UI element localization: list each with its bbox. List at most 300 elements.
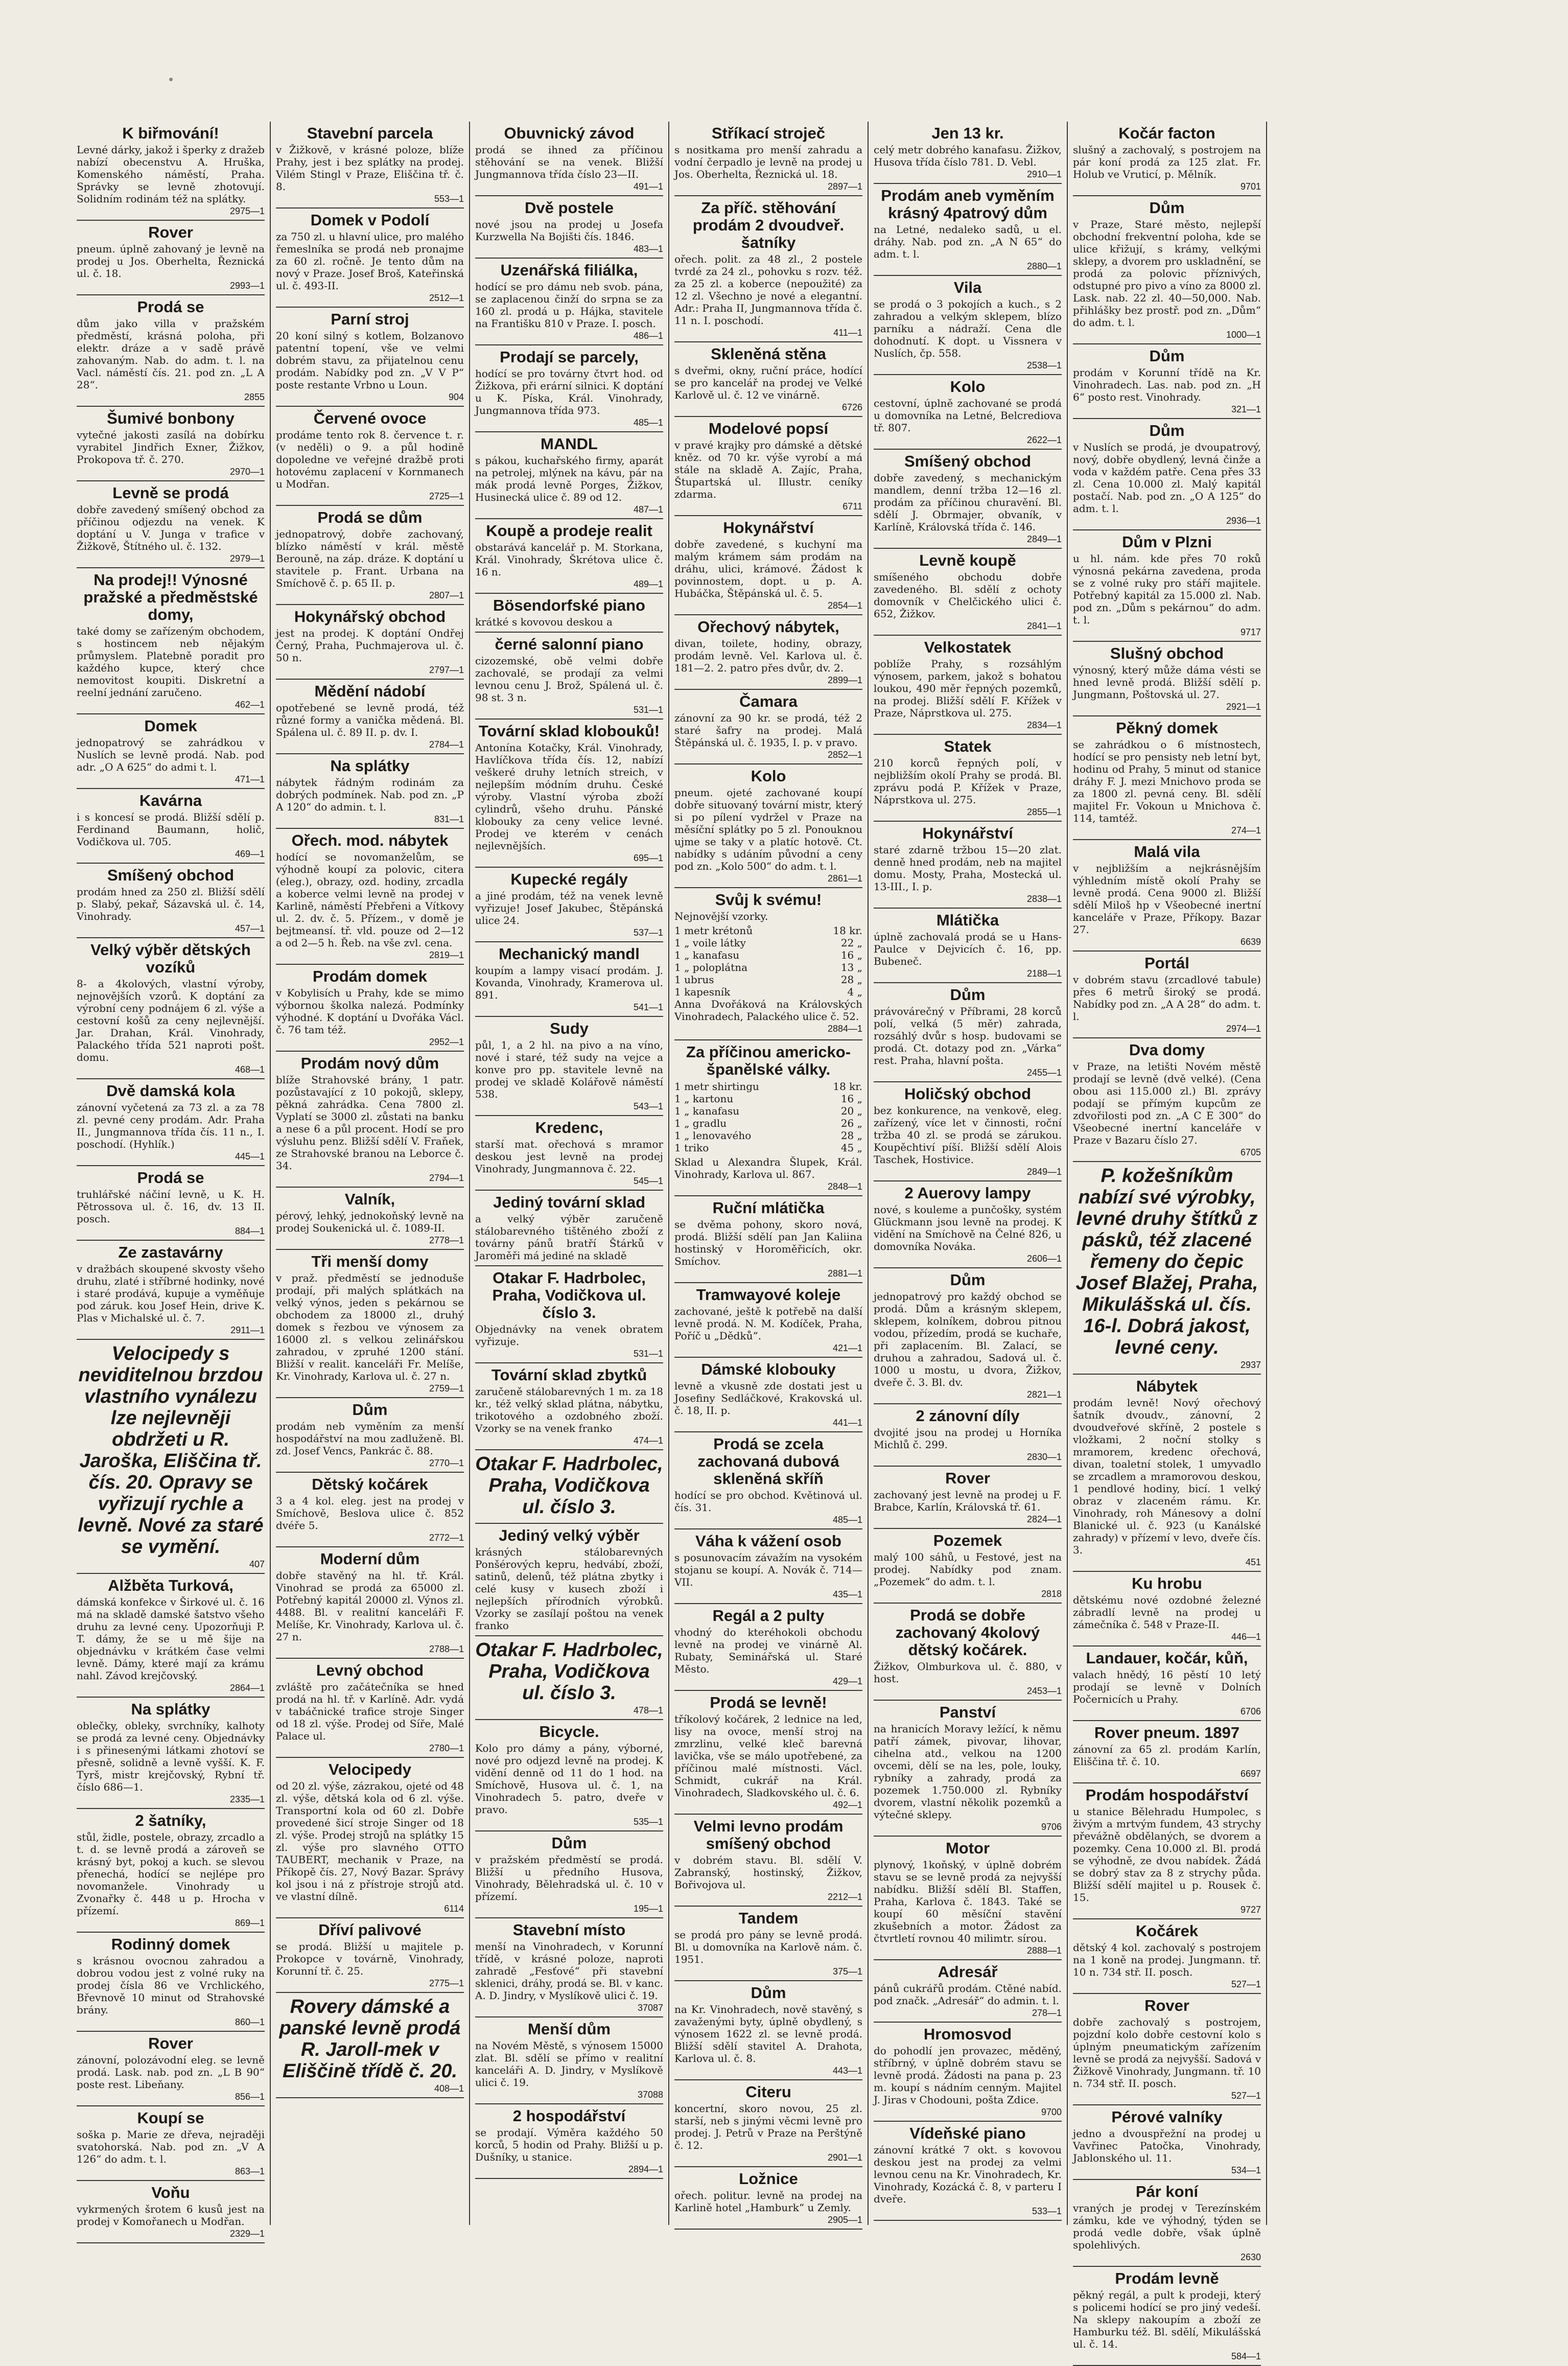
ad-reference-number: 2952—1 — [429, 1037, 464, 1047]
ad-text: v praž. předměstí se jednoduše prodají, při malých splátkách na velký výnos, jeden s pekárnou se obchodem za 18000 zl., druhý domek s řezbou ve výnosem za 16000 zl. s velkou zelinářskou zahradou, v zpruhé 1200 stání. Bližší v realit. kanceláři Fr. Melíše, Kr. Vinohrady, Karlova ul. č. 27 n. — [276, 1272, 464, 1382]
ad-text: truhlářské náčiní levně, u K. H. Pětrossova ul. č. 16, dv. 13 II. posch. — [77, 1188, 265, 1225]
ad-text: Sklad u Alexandra Šlupek, Král. Vinohrady, Karlova ul. 867. — [674, 1156, 862, 1180]
ad-title: Prodá se levně! — [710, 1694, 827, 1711]
classified-ad — [475, 1720, 663, 1831]
ad-text: prodám neb vyměním za menší hospodářství na mou zadluženě. Bl. zd. Josef Vencs, Pankrác č. 88. — [276, 1420, 464, 1457]
ad-title: Na splátky — [330, 757, 410, 775]
ad-title: Pozemek — [933, 1532, 1002, 1549]
classified-ad — [276, 965, 464, 1052]
ad-text: zachované, ještě k potřebě na další levně prodá. N. M. Kodíček, Praha, Poříč u „Dědků“. — [674, 1305, 862, 1342]
ad-title: Hokynářství — [723, 519, 814, 537]
ad-title: Rover — [148, 2034, 193, 2052]
ad-reference-number: 534—1 — [1231, 2165, 1261, 2175]
ad-title: Slušný obchod — [1110, 644, 1224, 662]
classified-ad — [674, 342, 862, 417]
classified-ad — [77, 407, 265, 481]
list-item-name: 1 metr krétonů — [674, 924, 753, 937]
ad-text: nové jsou na prodej u Josefa Kurzwella Na Bojišti čís. 1846. — [475, 218, 663, 243]
ad-reference-number: 2970—1 — [229, 467, 265, 477]
ad-reference-number: 695—1 — [633, 853, 663, 863]
classified-ad — [276, 1758, 464, 1918]
ad-reference-number: 2512—1 — [429, 293, 464, 303]
ad-reference-number: 2455—1 — [1026, 1068, 1062, 1078]
classified-ad — [475, 2017, 663, 2104]
classified-ad — [874, 1404, 1062, 1467]
classified-ad — [77, 1241, 265, 1340]
ad-text: levně a vkusně zde dostati jest u Josefiny Sedláčkové, Krakovská ul. č. 18, II. p. — [674, 1380, 862, 1417]
column-7 — [1267, 122, 1466, 2225]
ad-title: Tandem — [738, 1909, 799, 1927]
ad-reference-number: 2770—1 — [429, 1458, 464, 1468]
ad-reference-number: 2830—1 — [1026, 1452, 1062, 1462]
classified-ad — [674, 2167, 862, 2230]
column-5 — [869, 122, 1068, 2225]
ad-reference-number: 860—1 — [235, 2017, 265, 2027]
ad-text: pánů cukrářů prodám. Ctěné nabíd. pod značk. „Adresář“ do admin. t. l. — [874, 1982, 1062, 2007]
classified-ad — [276, 605, 464, 680]
classified-ad — [674, 1432, 862, 1529]
ad-text: prodá se ihned za příčinou stěhování se na venek. Bližší Jungmannova třída číslo 23—II. — [475, 144, 663, 180]
ad-title: Ořechový nábytek, — [697, 618, 839, 636]
classified-ad — [874, 822, 1062, 909]
ad-text: plynový, 1koňský, v úplně dobrém stavu se se levně prodá za nejvyšší nabídku. Bližší sdělí Bl. Staffen, Praha, Karlova č. 1843. Také se koupí 60 měsíční stavění zkušebních a motor. Žádost za čtvrtletí rovnou 40 milimtr. sírou. — [874, 1859, 1062, 1944]
classified-ad — [276, 680, 464, 754]
ad-text: starší mat. ořechová s mramor deskou jest levně na prodej Vinohrady, Jungmannova č. 22. — [475, 1138, 663, 1175]
ad-text: u stanice Bělehradu Humpolec, s živým a mrtvým fundem, 43 strychy převážně obdělaných, se dvorem a pozemky. Cena 10.000 zl. Bl. prodá se výhodně, ze dvou nabídek. Žádá se dobrý stav za 8 z strychy půda. Bližší sdělí majitel u p. Rousek č. 15. — [1073, 1805, 1261, 1904]
ad-title: Nábytek — [1136, 1377, 1198, 1395]
ad-title: Adresář — [938, 1963, 998, 1981]
ad-text: cestovní, úplně zachované se prodá u domovníka na Letné, Belcrediova tř. 807. — [874, 397, 1062, 434]
ad-title: Domek v Podolí — [310, 211, 430, 229]
ad-reference-number: 2975—1 — [229, 206, 265, 216]
ad-title: Dům — [352, 1401, 388, 1419]
ad-text: i s koncesí se prodá. Bližší sdělí p. Ferdinand Baumann, holič, Vodičkova ul. 705. — [77, 811, 265, 848]
list-item-price: 26 „ — [840, 1117, 862, 1129]
ad-text: zánovní, polozávodní eleg. se levně prodá. Lask. nab. pod zn. „L B 90“ poste rest. Libeňany. — [77, 2054, 265, 2091]
classified-ad — [674, 615, 862, 690]
ad-text: zaručeně stálobarevných 1 m. za 18 kr., též velký sklad plátna, nábytku, trikotového a ozdobného zboží. Vzorky se na venek franko — [475, 1385, 663, 1434]
ad-text: na Kr. Vinohradech, nově stavěný, s zavaženými byty, úplně obydlený, s výnosem 1622 zl. se levně prodá. Bližší sdělí stavitel A. Drahota, Karlova ul. č. 8. — [674, 2003, 862, 2065]
column-2 — [271, 122, 470, 2225]
classified-ad — [674, 1907, 862, 1981]
ad-reference-number: 195—1 — [633, 1904, 663, 1914]
ad-reference-number: 2848—1 — [827, 1181, 862, 1192]
ad-title: Dvě postele — [524, 199, 614, 217]
ad-title: Tři menší domy — [311, 1252, 429, 1270]
ad-text: v dobrém stavu (zrcadlové tabule) přes 6 metrů široký se prodá. Nabídky pod zn. „A A 28“ do adm. t. l. — [1073, 973, 1261, 1023]
ad-title: černé salonní piano — [495, 635, 644, 653]
ad-title: Dvě damská kola — [106, 1082, 235, 1100]
ad-reference-number: 884—1 — [235, 1226, 265, 1236]
classified-ad — [874, 1268, 1062, 1404]
ad-reference-number: 2993—1 — [229, 281, 265, 291]
classified-ad — [874, 1181, 1062, 1268]
ad-text: staré zdarně tržbou 15—20 zlat. denně hned prodám, neb na majitel domu. Mosty, Praha, Mostecká ul. 13-III., I. p. — [874, 844, 1062, 893]
classified-ad — [475, 196, 663, 259]
ad-text: se prodá o 3 pokojích a kuch., s 2 zahradou a velkým sklepem, blízo parníku a nádraží. Cena dle dohodnutí. K dopt. u Vissnera v Nuslích, čp. 558. — [874, 298, 1062, 359]
ad-reference-number: 2834—1 — [1026, 720, 1062, 730]
ad-reference-number: 2899—1 — [827, 675, 862, 685]
ad-title: Kredenc, — [535, 1119, 603, 1136]
ad-text: pneum. úplně zahovaný je levně na prodej u Jos. Oberhelta, Řeznická ul. č. 18. — [77, 243, 265, 280]
list-item-name: 1 triko — [674, 1142, 709, 1154]
list-item-price: 18 kr. — [833, 1080, 862, 1093]
ad-title: Mědění nádobí — [314, 682, 426, 700]
ad-title: Parní stroj — [331, 310, 409, 328]
ad-text: dobře zavedený smíšený obchod za příčinou odjezdu na venek. K doptání u V. Junga v trafice v Žižkově, Štítného ul. č. 132. — [77, 503, 265, 552]
ad-reference-number: 6711 — [842, 501, 862, 512]
ad-text: bez konkurence, na venkově, eleg. zařízený, více let v činnosti, roční tržba 40 zl. se prodá se zárukou. Koupěchtiví píší. Bližší sdělí Alois Taschek, Hostivice. — [874, 1104, 1062, 1166]
ad-reference-number: 2979—1 — [229, 553, 265, 564]
ad-text: pěkný regál, a pult k prodeji, který s policemi hodící se pro jiný vedeší. Na sklepy nakoupím a zboží ze Hamburku též. Bl. sdělí, Mikulášská ul. č. 14. — [1073, 2289, 1261, 2350]
ad-title: Na splátky — [131, 1700, 210, 1718]
column-1 — [72, 122, 271, 2239]
classified-ad — [874, 1837, 1062, 1960]
classified-ad — [77, 1079, 265, 1166]
ad-text: 8- a 4kolových, vlastní výroby, nejnovějších vzorů. K doptání za výrobní ceny podnájem 6 zl. výše a cestovní košů za ceny nejlevnější. Jar. Drahan, Král. Vinohrady, Palackého třída 521 naproti pošt. domu. — [77, 978, 265, 1063]
ad-text: opotřebené se levně prodá, též různé formy a vanička mědená. Bl. Spálena ul. č. 89 II. p. dv. I. — [276, 702, 464, 738]
ad-reference-number: 471—1 — [235, 774, 265, 784]
price-listing — [674, 924, 862, 1034]
classified-ad — [475, 1266, 663, 1363]
classified-ad — [276, 208, 464, 308]
ad-reference-number: 2855—1 — [1026, 807, 1062, 817]
ad-text: od 20 zl. výše, zázrakou, ojeté od 48 zl. výše, dětská kola od 6 zl. výše. Transportní kola od 60 zl. Dobře provedené šicí stroje Singer od 18 zl. výše. Prodej strojů na splátky 15 zl. výše pro slavného OTTO TAUBERT, mechanik v Praze, na Příkopě čís. 27, Nový Bazar. Správy kol jsou i ná z přístroje strojů atd. ve vlastní dílně. — [276, 1780, 464, 1903]
ad-text: v pravé krajky pro dámské a dětské kněz. od 70 kr. výše vyrobí a má stále na skladě A. Zajíc, Praha, Štupartská ul. Illustr. ceníky zdarma. — [674, 439, 862, 500]
classified-ad — [674, 1040, 862, 1196]
ad-title: Kočárek — [1135, 1922, 1199, 1940]
ad-text: Kolo pro dámy a pány, výborné, nové pro odjezd levně na prodej. K vidění denně od 11 do 1 hod. na Smíchově, Husova ul. č. 1, na Vinohradech 5. patro, dveře v pravo. — [475, 1742, 663, 1816]
ad-text: hodící se pro obchod. Květinová ul. čís. 31. — [674, 1489, 862, 1514]
ad-text: na hranicích Moravy ležící, k němu patří zámek, pivovar, lihovar, cihelna atd., velkou na 1200 ovcemi, dělí se na les, pole, louky, rybníky a zahrady, prodá za pozemek 1.750.000 zl. Rybníky dvorem, vlastní několik pozemků a výtečné sklepy. — [874, 1723, 1062, 1821]
ad-reference-number: 2819—1 — [429, 950, 464, 960]
classified-ad — [475, 1116, 663, 1191]
ad-title: Otakar F. Hadrbolec, Praha, Vodičkova ul. číslo 3. — [475, 1639, 663, 1704]
classifieds-page — [72, 122, 1466, 2361]
ad-title: Levný obchod — [316, 1661, 424, 1679]
ad-reference-number: 435—1 — [832, 1589, 862, 1599]
ad-title: Prodá se zcela zachovaná dubová skleněná skříň — [697, 1435, 839, 1488]
list-item-price: 16 „ — [840, 949, 862, 961]
ad-text: pérový, lehký, jednokoňský levně na prodej Soukenická ul. č. 1089-II. — [276, 1210, 464, 1234]
ad-title: Motor — [945, 1839, 990, 1857]
ad-text: právovárečný v Příbrami, 28 korců polí, velká (5 měr) zahrada, rozsáhlý dvůr s hosp. budovami se prodá. Ct. dotazy pod zn. „Várka“ rest. Praha, hlavní pošta. — [874, 1005, 1062, 1066]
corner-mark: • — [169, 72, 174, 87]
list-item-price: 28 „ — [840, 1129, 862, 1142]
ad-reference-number: 2838—1 — [1026, 894, 1062, 904]
ad-title: Prodá se — [137, 298, 204, 316]
ad-title: Malá vila — [1134, 843, 1200, 861]
list-item — [674, 1080, 862, 1093]
ad-text: Levné dárky, jakož i šperky z dražeb nabízí obecenstvu A. Hruška, Komenského náměstí, Praha. Správky se levně zhotovují. Solidním rodinám též na splátky. — [77, 144, 265, 205]
classified-ad — [874, 735, 1062, 822]
ad-text: slušný a zachovalý, s postrojem na pár koní prodá za 125 zlat. Fr. Holub ve Vruticí, p. Mělník. — [1073, 144, 1261, 180]
ad-reference-number: 489—1 — [633, 579, 663, 589]
ad-text: s posunovacím závažím na vysokém stojanu se koupí. A. Novák č. 714—VII. — [674, 1551, 862, 1588]
ad-text: zachovaný jest levně na prodej u F. Brabce, Karlín, Královská tř. 61. — [874, 1489, 1062, 1513]
list-item-name: 1 ubrus — [674, 973, 714, 986]
ad-reference-number: 2864—1 — [229, 1683, 265, 1693]
ad-reference-number: 485—1 — [832, 1515, 862, 1525]
ad-reference-number: 491—1 — [633, 181, 663, 192]
ad-text: v pražském předměstí se prodá. Bližší u předního Husova, Vinohrady, Bělehradská ul. č. 10 v přízemí. — [475, 1853, 663, 1903]
ad-text: 3 a 4 kol. eleg. jest na prodej v Smíchově, Beslova ulice č. 852 dvéře 5. — [276, 1495, 464, 1532]
ad-title: Tramwayové koleje — [696, 1286, 841, 1304]
ad-reference-number: 2861—1 — [827, 873, 862, 884]
ad-reference-number: 2784—1 — [429, 739, 464, 750]
classified-ad — [674, 1196, 862, 1283]
ad-title: Velmi levno prodám smíšený obchod — [693, 1817, 844, 1852]
classified-ad — [77, 1698, 265, 1809]
ad-reference-number: 2725—1 — [429, 491, 464, 501]
list-item-price: 18 kr. — [833, 924, 862, 937]
ad-title: Levně se prodá — [112, 484, 229, 502]
ad-reference-number: 584—1 — [1231, 2351, 1261, 2361]
ad-reference-number: 2807—1 — [429, 590, 464, 600]
ad-reference-number: 6706 — [1240, 1706, 1261, 1716]
ad-title: Sudy — [550, 1019, 589, 1037]
ad-title: MANDL — [541, 435, 598, 453]
ad-text: vytečné jakosti zasílá na dobírku vyrabitel Jindřich Exner, Žižkov, Prokopova tř. č. 270. — [77, 429, 265, 466]
ad-title: Prodám nový dům — [300, 1054, 439, 1072]
ad-reference-number: 2936—1 — [1226, 516, 1261, 526]
list-item — [674, 986, 862, 998]
ad-reference-number: 531—1 — [633, 705, 663, 715]
ad-reference-number: 375—1 — [832, 1966, 862, 1977]
classified-ad — [475, 432, 663, 519]
ad-text: v nejbližším a nejkrásnějším výhledním místě okolí Prahy se levně prodá. Cena 9000 zl. Bližší sdělí Miloš hp v Všeobecné inertní kanceláře v Praze, Příkopy. Bazar 27. — [1073, 862, 1261, 936]
ad-reference-number: 2821—1 — [1026, 1389, 1062, 1400]
ad-text: smíšeného obchodu dobře zavedeného. Bl. sdělí z ochoty domovník v Chelčického ulici č. 652, Žižkov. — [874, 571, 1062, 620]
listing-note: Anna Dvořáková na Královských Vinohradech, Palackého ulice č. 52. — [674, 998, 862, 1023]
list-item-price: 16 „ — [840, 1093, 862, 1105]
list-item-price: 13 „ — [840, 961, 862, 973]
classified-ad — [874, 375, 1062, 450]
ad-text: Objednávky na venek obratem vyřizuje. — [475, 1323, 663, 1348]
ad-title: Koupě a prodeje realit — [486, 522, 652, 540]
ad-text: 210 korců řepných polí, v nejbližším okolí Prahy se prodá. Bl. zprávu podá P. Křížek v Praze, Náprstkova ul. 275. — [874, 757, 1062, 806]
ad-title: Mlátička — [936, 911, 999, 929]
classified-ad — [874, 1701, 1062, 1837]
ad-text: hodící se pro továrny čtvrt hod. od Žižkova, při erární silnici. K doptání u K. Píska, Král. Vinohrady, Jungmannova třída 973. — [475, 367, 663, 416]
ad-title: Alžběta Turková, — [108, 1576, 233, 1594]
classified-ad — [77, 1574, 265, 1698]
ad-reference-number: 2824—1 — [1026, 1514, 1062, 1524]
ad-reference-number: 1000—1 — [1226, 330, 1261, 340]
ad-text: koupím a lampy visací prodám. J. Kovanda, Vinohrady, Kramerova ul. 891. — [475, 964, 663, 1001]
list-item — [674, 1142, 862, 1154]
ad-reference-number: 2772—1 — [429, 1533, 464, 1543]
ad-reference-number: 2905—1 — [827, 2215, 862, 2225]
ad-reference-number: 527—1 — [1231, 2091, 1261, 2101]
ad-reference-number: 2775—1 — [429, 1978, 464, 1988]
ad-title: Stavební parcela — [307, 124, 433, 142]
ad-text: se dvěma pohony, skoro nová, prodá. Bližší sdělí pan Jan Kaliina hostinský v Horoměřicích, okr. Smíchov. — [674, 1218, 862, 1267]
ad-text: malý 100 sáhů, u Festové, jest na prodej. Nabídky pod znam. „Pozemek“ do adm. t. l. — [874, 1551, 1062, 1588]
list-item — [674, 937, 862, 949]
ad-reference-number: 443—1 — [832, 2066, 862, 2076]
ad-title: Za příčinou americko-španělské války. — [686, 1043, 851, 1078]
ad-title: Rover pneum. 1897 — [1094, 1724, 1240, 1742]
ad-title: Landauer, kočár, kůň, — [1086, 1649, 1248, 1667]
ad-text: vraných je prodej v Terezínském zámku, kde ve výhodný, týden se prodá vedle dobře, však úplně spolehlivých. — [1073, 2202, 1261, 2251]
classified-ad — [1073, 1919, 1261, 1994]
classified-ad — [1073, 1038, 1261, 1162]
ad-title: Stavební místo — [512, 1921, 626, 1939]
ad-text: jednopatrový, dobře zachovaný, blízko náměstí v král. městě Berouně, na záp. dráze. K doptání u stavitele p. Frant. Urbana na Smíchově č. p. 65 II. p. — [276, 528, 464, 589]
ad-reference-number: 421—1 — [832, 1343, 862, 1353]
classified-ad — [475, 1636, 663, 1720]
ad-text: nové, s kouleme a punčošky, systém Glückmann jsou levně na prodej. K vidění na Smíchově na Čelné 826, u domovníka Nováka. — [874, 1203, 1062, 1252]
ad-title: Rover — [148, 223, 193, 241]
ad-text: menší na Vinohradech, v Korunní třídě, v krásné poloze, naproti zahradě „Fesťové“ při stavební sklenici, dráhy, prodá se. Bl. v kanc. A. D. Jindry, v Myslíkově ulici č. 19. — [475, 1940, 663, 2002]
ad-reference-number: 457—1 — [235, 923, 265, 934]
classified-ad — [276, 1993, 464, 2098]
list-item-price: 28 „ — [840, 973, 862, 986]
price-listing — [674, 1080, 862, 1154]
ad-reference-number: 2849—1 — [1026, 1167, 1062, 1177]
ad-title: Rover — [945, 1469, 990, 1487]
ad-reference-number: 2453—1 — [1026, 1686, 1062, 1696]
ad-reference-number: 2880—1 — [1026, 261, 1062, 271]
ad-text: s pákou, kuchařského firmy, aparát na petrolej, mlýnek na kávu, pár na mák prodá levně Porges, Žižkov, Husinecká ulice č. 89 od 12. — [475, 454, 663, 503]
classified-ad — [874, 1082, 1062, 1181]
classified-ad — [276, 407, 464, 506]
classified-ad — [475, 1450, 663, 1524]
ad-reference-number: 321—1 — [1231, 404, 1261, 414]
classified-ad — [475, 2104, 663, 2179]
ad-text: dobře zavedený, s mechanickým mandlem, denní tržba 12—16 zl. prodám za příčinou churavění. Bl. sdělí J. Obrmajer, obvaník, v Karlíně, Královská třída č. 146. — [874, 472, 1062, 533]
classified-ad — [77, 864, 265, 938]
ad-reference-number: 869—1 — [235, 1918, 265, 1928]
ad-text: v Nuslích se prodá, je dvoupatrový, nový, dobře obydlený, levná činže a voda v každém patře. Cena přes 33 zl. Cena 10.000 zl. Malý kapitál postačí. Nab. pod zn. „O A 125“ do adm. t. l. — [1073, 441, 1261, 515]
ad-title: Ruční mlátička — [712, 1199, 825, 1217]
ad-title: K biřmování! — [122, 124, 219, 142]
ad-reference-number: 2894—1 — [628, 2164, 663, 2174]
ad-reference-number: 2937 — [1240, 1360, 1261, 1370]
ad-title: Červené ovoce — [313, 409, 427, 427]
ad-title: Statek — [944, 737, 992, 755]
ad-reference-number: 2606—1 — [1026, 1254, 1062, 1264]
ad-title: Ložnice — [739, 2170, 798, 2188]
classified-ad — [674, 122, 862, 196]
ad-title: Mechanický mandl — [499, 945, 640, 963]
classified-ad — [1073, 2105, 1261, 2180]
classified-ad — [475, 1918, 663, 2017]
list-item — [674, 961, 862, 973]
ad-reference-number: 2841—1 — [1026, 621, 1062, 631]
ad-title: Kolo — [950, 378, 986, 396]
classified-ad — [1073, 840, 1261, 952]
classified-ad — [276, 308, 464, 407]
ad-title: Prodá se dobře zachovaný 4kolový dětský kočárek. — [895, 1606, 1040, 1659]
column-3 — [470, 122, 669, 2225]
ad-reference-number: 2855 — [244, 392, 265, 402]
list-item-name: 1 „ kanafasu — [674, 949, 740, 961]
ad-reference-number: 462—1 — [235, 700, 265, 710]
ad-text: zánovní za 90 kr. se prodá, též 2 staré šafry na prodej. Malá Štěpánská ul. č. 1935, I. p. v pravo. — [674, 712, 862, 749]
ad-reference-number: 274—1 — [1231, 825, 1261, 836]
column-4 — [669, 122, 869, 2225]
list-item — [674, 1093, 862, 1105]
ad-title: Moderní dům — [320, 1550, 420, 1568]
ad-reference-number: 2188—1 — [1026, 968, 1062, 979]
ad-reference-number: 541—1 — [633, 1002, 663, 1012]
classified-ad — [276, 1250, 464, 1398]
ad-title: Holičský obchod — [904, 1085, 1032, 1103]
ad-reference-number: 492—1 — [832, 1800, 862, 1810]
ad-title: Dům — [1149, 347, 1185, 365]
ad-title: Prodám hospodářství — [1085, 1786, 1249, 1804]
ad-reference-number: 485—1 — [633, 417, 663, 428]
ad-reference-number: 553—1 — [434, 194, 464, 204]
ad-text: dětský 4 kol. zachovalý s postrojem na 1 koně na prodej. Jungmann. tř. 10 n. 734 stř. II. posch. — [1073, 1941, 1261, 1978]
ad-text: valach hnědý, 16 pěstí 10 letý prodají se levně v Dolních Počernicích u Prahy. — [1073, 1668, 1261, 1705]
ad-title: Čamara — [739, 692, 798, 710]
ad-reference-number: 478—1 — [633, 1705, 663, 1715]
ad-text: prodám v Korunní třídě na Kr. Vinohradech. Las. nab. pod zn. „H 6“ posto rest. Vinohrady. — [1073, 366, 1261, 403]
list-item — [674, 1117, 862, 1129]
ad-title: Prodám levně — [1115, 2269, 1219, 2287]
ad-title: Rodinný domek — [111, 1935, 230, 1953]
ad-title: Váha k vážení osob — [695, 1532, 841, 1550]
ad-title: Modelové popsí — [708, 420, 829, 437]
ad-title: Prodá se — [137, 1169, 204, 1187]
classified-ad — [874, 1529, 1062, 1604]
classified-ad — [874, 276, 1062, 375]
ad-text: na Letné, nedaleko sadů, u el. dráhy. Nab. pod zn. „A N 65“ do adm. t. l. — [874, 223, 1062, 260]
classified-ad — [475, 122, 663, 196]
ad-text: také domy se zařízeným obchodem, s hostincem neb nějakým průmyslem. Platebně poradit pro každého kupce, který chce nemovitost koupiti. Diskretní a reelní jednání zaručeno. — [77, 625, 265, 699]
list-item — [674, 949, 862, 961]
ad-reference-number: 531—1 — [633, 1349, 663, 1359]
classified-ad — [1073, 716, 1261, 840]
ad-reference-number: 904 — [448, 392, 464, 402]
ad-reference-number: 9706 — [1041, 1822, 1062, 1832]
ad-text: v dražbách skoupené skvosty všeho druhu, zlaté i stříbrné hodinky, nové i staré prodává, kupuje a vyměňuje pod záruk. kou Josef Hein, drive K. Plas v Michalské ul. č. 7. — [77, 1263, 265, 1324]
classified-ad — [475, 1191, 663, 1266]
ad-title: Menší dům — [528, 2020, 611, 2038]
ad-text: se prodá pro pány se levně prodá. Bl. u domovníka na Karlově nám. č. 1951. — [674, 1929, 862, 1965]
ad-text: poblíže Prahy, s rozsáhlým výnosem, parkem, jakož s bohatou loukou, 490 měr řepných pozemků, na prodej. Bližší sdělí F. Křížek v Praze, Náprstkova ul. 275. — [874, 658, 1062, 719]
ad-title: Domek — [144, 717, 197, 735]
ad-text: dámská konfekce v Širkové ul. č. 16 má na skladě damské šatstvo všeho druhu za levné ceny. Upozorňuji P. T. dámy, že se u mě šije na objednávku v krátkém čase velmi levně. Dámy, které mají za krámu nahl. Závod krejčovský. — [77, 1596, 265, 1682]
ad-reference-number: 407 — [249, 1559, 265, 1569]
classified-ad — [874, 184, 1062, 276]
classified-ad — [77, 789, 265, 864]
ad-reference-number: 2759—1 — [429, 1383, 464, 1394]
classified-ad — [475, 720, 663, 868]
classified-ad — [874, 122, 1062, 184]
ad-text: nábytek řádným rodinám za dobrých podmínek. Nab. pod zn. „P A 120“ do admin. t. l. — [276, 776, 464, 813]
ad-title: 2 zánovní díly — [916, 1407, 1020, 1425]
ad-text: u hl. nám. kde přes 70 roků výnosná pekárna zavedena, proda se z volné ruky pro stáří majitele. Potřebný kapitál za 15.000 zl. Nab. pod zn. „Dům s pekárnou“ do adm. t. l. — [1073, 552, 1261, 626]
classified-ad — [1073, 1572, 1261, 1646]
ad-text: jednopatrový pro každý obchod se prodá. Dům a krásným sklepem, sklepem, kolníkem, dobrou pitnou vodou, přízedím, prodá se kuchaře, při zaplacením. Bl. Zalací, se druhou a zahradou, Sadová ul. č. 1000 u mostu, u dvora, Žižkov, dveře č. 3. Bl. dv. — [874, 1290, 1062, 1388]
ad-title: Valník, — [344, 1190, 395, 1208]
ad-reference-number: 2329—1 — [229, 2229, 265, 2239]
ad-text: s nositkama pro menší zahradu a vodní čerpadlo je levně na prodej u Jos. Oberhelta, Řeznická ul. 18. — [674, 144, 862, 180]
classified-ad — [1073, 344, 1261, 419]
ad-text: do pohodlí jen provazec, měděný, stříbrný, v úplně dobrém stavu se levně prodá. Žádosti na pana p. 23 m. koupí s nádním cenným. Majitel J. Jiras v Chodouni, pošta Zdice. — [874, 2045, 1062, 2106]
list-item-price: 20 „ — [840, 1105, 862, 1117]
ad-text: na Novém Městě, s výnosem 15000 zlat. Bl. sdělí se přímo v realitní kanceláři A. D. Jindry, v Myslíkově ulici č. 19. — [475, 2039, 663, 2089]
ad-reference-number: 9717 — [1240, 627, 1261, 637]
ad-reference-number: 2780—1 — [429, 1743, 464, 1753]
ad-text: výnosný, který může dáma vésti se hned levně prodá. Bližší sdělí p. Jungmann, Poštovská ul. 27. — [1073, 664, 1261, 701]
ad-title: Jediný velký výběr — [499, 1526, 640, 1544]
ad-title: Hromosvod — [923, 2025, 1012, 2043]
